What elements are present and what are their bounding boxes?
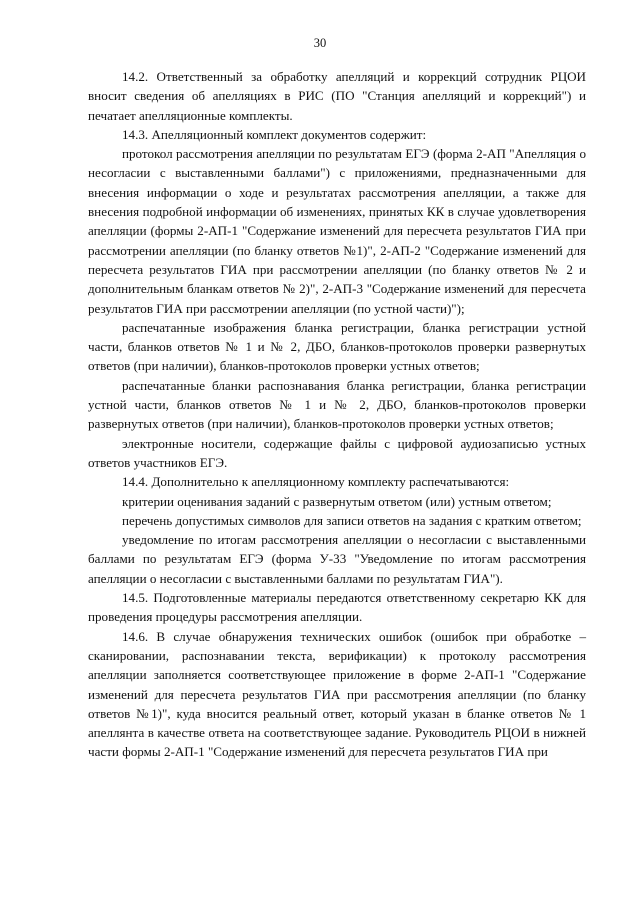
list-item-criteria: критерии оценивания заданий с развернутым ответом (или) устным ответом; bbox=[122, 493, 552, 509]
paragraph-14-5: 14.5. Подготовленные материалы передаются ответственному секретарю КК для проведения процедуры рассмотрения апелляции. bbox=[88, 590, 586, 625]
list-item-electronic-media: электронные носители, содержащие файлы с цифровой аудиозаписью устных ответов участников ЕГЭ. bbox=[88, 435, 586, 470]
document-body bbox=[88, 67, 586, 762]
paragraph-14-4: 14.4. Дополнительно к апелляционному комплекту распечатываются: bbox=[122, 474, 510, 490]
paragraph-14-2: 14.2. Ответственный за обработку апелляций и коррекций сотрудник РЦОИ вносит сведения об апелляциях в РИС (ПО "Станция апелляций и коррекций") и печатает апелляционные комплекты. bbox=[88, 69, 586, 123]
paragraph-14-3: 14.3. Апелляционный комплект документов содержит: bbox=[122, 126, 427, 142]
page-number: 30 bbox=[313, 36, 327, 50]
list-item-printed-images: распечатанные изображения бланка регистрации, бланка регистрации устной части, бланков ответов № 1 и № 2, ДБО, бланков-протоколов проверки развернутых ответов (при наличии), бланков-протоколов проверки устных ответов; bbox=[88, 319, 586, 374]
list-item-recognition-forms: распечатанные бланки распознавания бланка регистрации, бланка регистрации устной части, бланков ответов № 1 и № 2, ДБО, бланков-протоколов проверки развернутых ответов (при наличии), бланков-протоколов проверки устных ответов; bbox=[88, 377, 586, 432]
list-item-protocol: протокол рассмотрения апелляции по результатам ЕГЭ (форма 2-АП "Апелляция о несогласии с выставленными баллами") с приложениями, предназначенными для внесения информации о ходе и результатах рассмотрения апелляции, а также для внесения подробной информации об изменениях, принятых КК в случае удовлетворения апелляции (формы 2-АП-1 "Содержание изменений для пересчета результатов ГИА при рассмотрении апелляции (по бланку ответов №1)", 2-АП-2 "Содержание изменений для пересчета результатов ГИА при рассмотрении апелляции (по бланку ответов № 2 и дополнительным бланкам ответов № 2)", 2-АП-3 "Содержание изменений для пересчета результатов ГИА при рассмотрении апелляции (по устной части)"); bbox=[88, 146, 586, 316]
list-item-notification: уведомление по итогам рассмотрения апелляции о несогласии с выставленными баллами по результатам ЕГЭ (форма У-33 "Уведомление по итогам рассмотрения апелляции о несогласии с выставленными баллами по результатам ГИА"). bbox=[88, 532, 586, 586]
list-item-symbols: перечень допустимых символов для записи ответов на задания с кратким ответом; bbox=[122, 512, 582, 528]
paragraph-14-6: 14.6. В случае обнаружения технических ошибок (ошибок при обработке – сканировании, распознавании текста, верификации) к протоколу рассмотрения апелляции заполняется соответствующее приложение в форме 2-АП-1 "Содержание изменений для пересчета результатов ГИА при рассмотрения апелляции (по бланку ответов №1)", куда вносится реальный ответ, который указан в бланке ответов № 1 апеллянта в качестве ответа на соответствующее задание. Руководитель РЦОИ в нижней части формы 2-АП-1 "Содержание изменений для пересчета результатов ГИА при bbox=[88, 628, 586, 760]
